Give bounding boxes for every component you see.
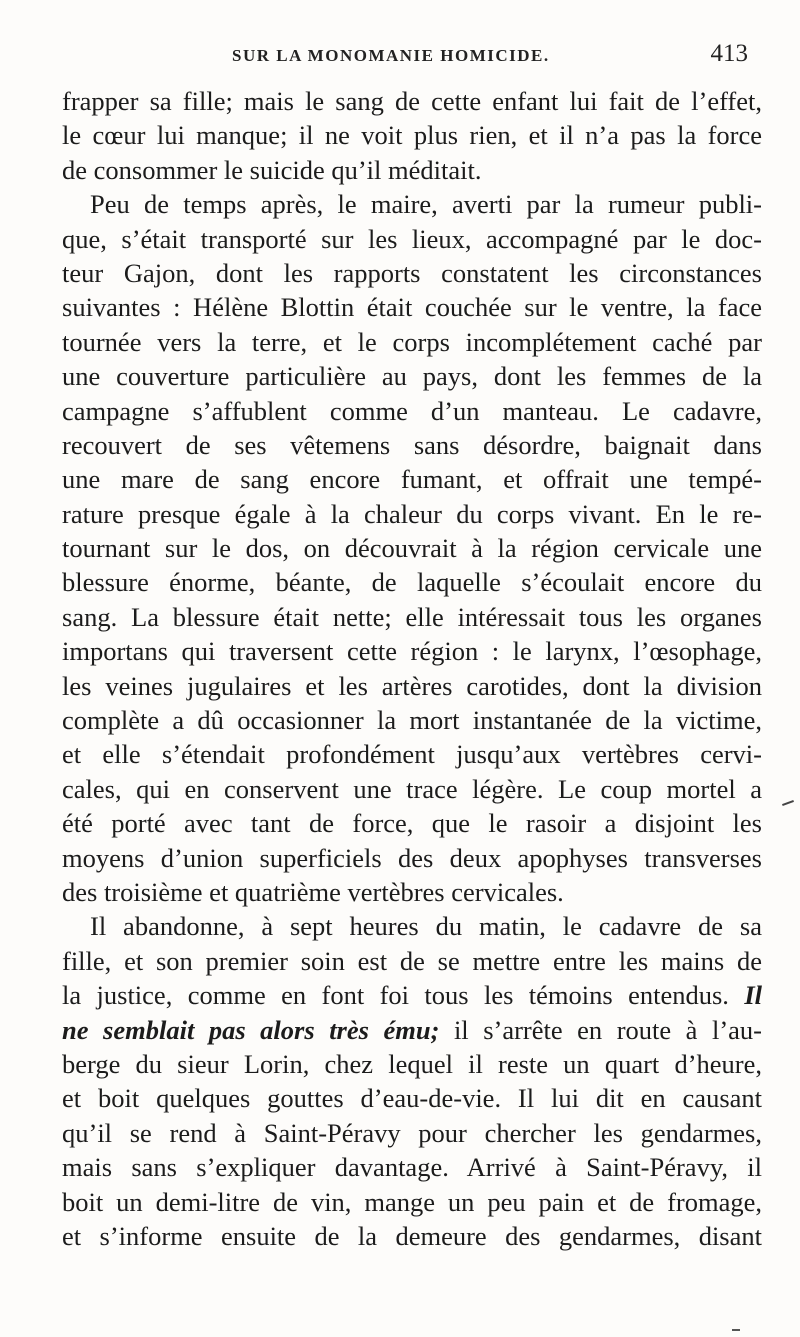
text-line: importans qui traversent cette région : le larynx, l’œsophage, (62, 636, 762, 667)
text-line: et s’informe ensuite de la demeure des gendarmes, disant (62, 1220, 762, 1251)
text-line: tournée vers la terre, et le corps incomplétement caché par (62, 326, 762, 357)
italic-text: Il (744, 980, 762, 1011)
text-line: complète a dû occasionner la mort instantanée de la victime, (62, 705, 762, 736)
page-header (62, 40, 762, 76)
text-line (62, 978, 762, 1012)
text-line: que, s’était transporté sur les lieux, accompagné par le doc- (62, 223, 762, 254)
text-line: et elle s’étendait profondément jusqu’aux vertèbres cervi- (62, 739, 762, 770)
text-line: des troisième et quatrième vertèbres cervicales. (62, 876, 564, 907)
margin-mark (732, 1329, 740, 1331)
text-line: Peu de temps après, le maire, averti par la rumeur publi- (90, 189, 762, 220)
text-line: berge du sieur Lorin, chez lequel il reste un quart d’heure, (62, 1048, 762, 1079)
text-line: blessure énorme, béante, de laquelle s’écoulait encore du (62, 567, 762, 598)
text-line: de consommer le suicide qu’il méditait. (62, 154, 482, 185)
text-line: fille, et son premier soin est de se mettre entre les mains de (62, 945, 762, 976)
text-line: et boit quelques gouttes d’eau-de-vie. Il lui dit en causant (62, 1083, 762, 1114)
page-number: 413 (710, 40, 748, 67)
margin-mark (782, 800, 794, 806)
italic-text: ne semblait pas alors très ému; (62, 1014, 440, 1045)
text-line: Il abandonne, à sept heures du matin, le cadavre de sa (90, 911, 762, 942)
text-line: campagne s’affublent comme d’un manteau. Le cadavre, (62, 395, 762, 426)
text-line: une couverture particulière au pays, dont les femmes de la (62, 361, 762, 392)
text-line: tournant sur le dos, on découvrait à la région cervicale une (62, 533, 762, 564)
text-line: mais sans s’expliquer davantage. Arrivé à Saint-Péravy, il (62, 1152, 762, 1183)
text-line: les veines jugulaires et les artères carotides, dont la division (62, 670, 762, 701)
text-line (62, 1013, 762, 1047)
text-run: il s’arrête en route à l’au- (453, 1014, 762, 1045)
text-line: teur Gajon, dont les rapports constatent les circonstances (62, 257, 762, 288)
body-text (62, 84, 762, 1253)
text-line: une mare de sang encore fumant, et offrait une tempé- (62, 464, 762, 495)
text-line: le cœur lui manque; il ne voit plus rien, et il n’a pas la force (62, 120, 762, 151)
text-line: rature presque égale à la chaleur du corps vivant. En le re- (62, 498, 762, 529)
running-title: SUR LA MONOMANIE HOMICIDE. (232, 46, 550, 65)
text-line: boit un demi-litre de vin, mange un peu pain et de fromage, (62, 1186, 762, 1217)
text-line: suivantes : Hélène Blottin était couchée sur le ventre, la face (62, 292, 762, 323)
text-line: qu’il se rend à Saint-Péravy pour chercher les gendarmes, (62, 1117, 762, 1148)
text-line: cales, qui en conservent une trace légère. Le coup mortel a (62, 773, 762, 804)
text-line: recouvert de ses vêtemens sans désordre, baignait dans (62, 429, 762, 460)
text-line: frapper sa fille; mais le sang de cette enfant lui fait de l’effet, (62, 86, 762, 116)
text-run: la justice, comme en font foi tous les témoins entendus. (62, 980, 729, 1011)
text-line: sang. La blessure était nette; elle intéressait tous les organes (62, 601, 762, 632)
text-line: été porté avec tant de force, que le rasoir a disjoint les (62, 808, 762, 839)
text-line: moyens d’union superficiels des deux apophyses transverses (62, 842, 762, 873)
